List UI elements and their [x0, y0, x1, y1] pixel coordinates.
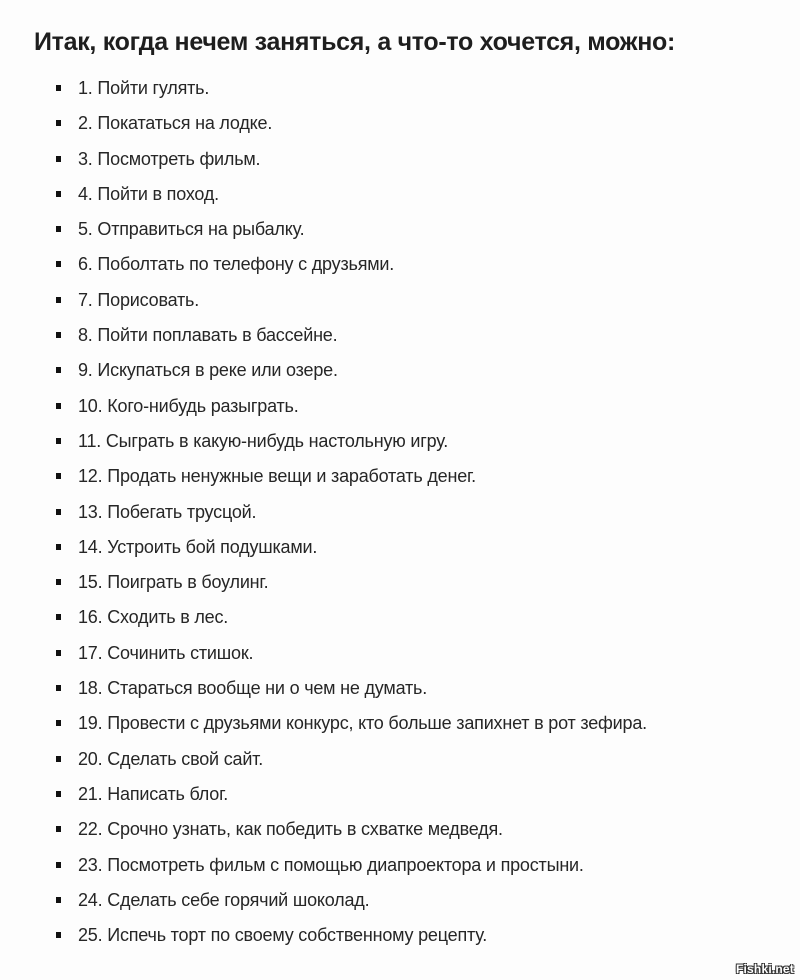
list-item-text: 6. Поболтать по телефону с друзьями. [78, 254, 395, 275]
square-bullet-icon [56, 826, 61, 832]
list-item-text: 8. Пойти поплавать в бассейне. [78, 325, 338, 346]
list-item-text: 25. Испечь торт по своему собственному рецепту. [78, 925, 488, 946]
square-bullet-icon [56, 791, 61, 797]
square-bullet-icon [56, 403, 61, 409]
list-item-text: 16. Сходить в лес. [78, 607, 229, 628]
square-bullet-icon [56, 897, 61, 903]
square-bullet-icon [56, 438, 61, 444]
list-item-text: 1. Пойти гулять. [78, 78, 210, 98]
list-item-text: 22. Срочно узнать, как победить в схватке медведя. [78, 819, 503, 840]
list-item-text: 12. Продать ненужные вещи и заработать денег. [78, 466, 476, 487]
square-bullet-icon [56, 332, 61, 338]
list-item-text: 2. Покататься на лодке. [78, 113, 273, 134]
square-bullet-icon [56, 226, 61, 232]
list-item-text: 14. Устроить бой подушками. [78, 536, 318, 557]
list-item-text: 4. Пойти в поход. [78, 183, 219, 204]
list-item-text: 15. Поиграть в боулинг. [78, 572, 269, 593]
square-bullet-icon [56, 85, 61, 91]
list-item-text: 24. Сделать себе горячий шоколад. [78, 889, 370, 910]
square-bullet-icon [56, 509, 61, 515]
list-item-text: 11. Сыграть в какую-нибудь настольную игру. [78, 430, 449, 451]
watermark: Fishki.net [735, 962, 794, 976]
square-bullet-icon [56, 862, 61, 868]
square-bullet-icon [56, 614, 61, 620]
square-bullet-icon [56, 191, 61, 197]
square-bullet-icon [56, 932, 61, 938]
list-item-text: 20. Сделать свой сайт. [78, 748, 264, 769]
list-item-text: 19. Провести с друзьями конкурс, кто больше запихнет в рот зефира. [78, 713, 647, 734]
list-item-text: 18. Стараться вообще ни о чем не думать. [78, 678, 428, 699]
square-bullet-icon [56, 579, 61, 585]
square-bullet-icon [56, 261, 61, 267]
list-item-text: 23. Посмотреть фильм с помощью диапроектора и простыни. [78, 854, 584, 875]
list-item-text: 13. Побегать трусцой. [78, 501, 257, 522]
list-item-text: 10. Кого-нибудь разыграть. [78, 395, 299, 416]
list-item-text: 7. Порисовать. [78, 289, 200, 310]
square-bullet-icon [56, 756, 61, 762]
square-bullet-icon [56, 544, 61, 550]
list-item-text: 21. Написать блог. [78, 783, 229, 804]
square-bullet-icon [56, 297, 61, 303]
list-item-text: 3. Посмотреть фильм. [78, 148, 261, 169]
square-bullet-icon [56, 720, 61, 726]
square-bullet-icon [56, 473, 61, 479]
square-bullet-icon [56, 156, 61, 162]
square-bullet-icon [56, 120, 61, 126]
square-bullet-icon [56, 650, 61, 656]
list-item-text: 17. Сочинить стишок. [78, 642, 254, 663]
list-item-text: 9. Искупаться в реке или озере. [78, 360, 338, 381]
square-bullet-icon [56, 685, 61, 691]
square-bullet-icon [56, 367, 61, 373]
page-title: Итак, когда нечем заняться, а что-то хочется, можно: [34, 28, 675, 56]
list-item-text: 5. Отправиться на рыбалку. [78, 219, 305, 240]
